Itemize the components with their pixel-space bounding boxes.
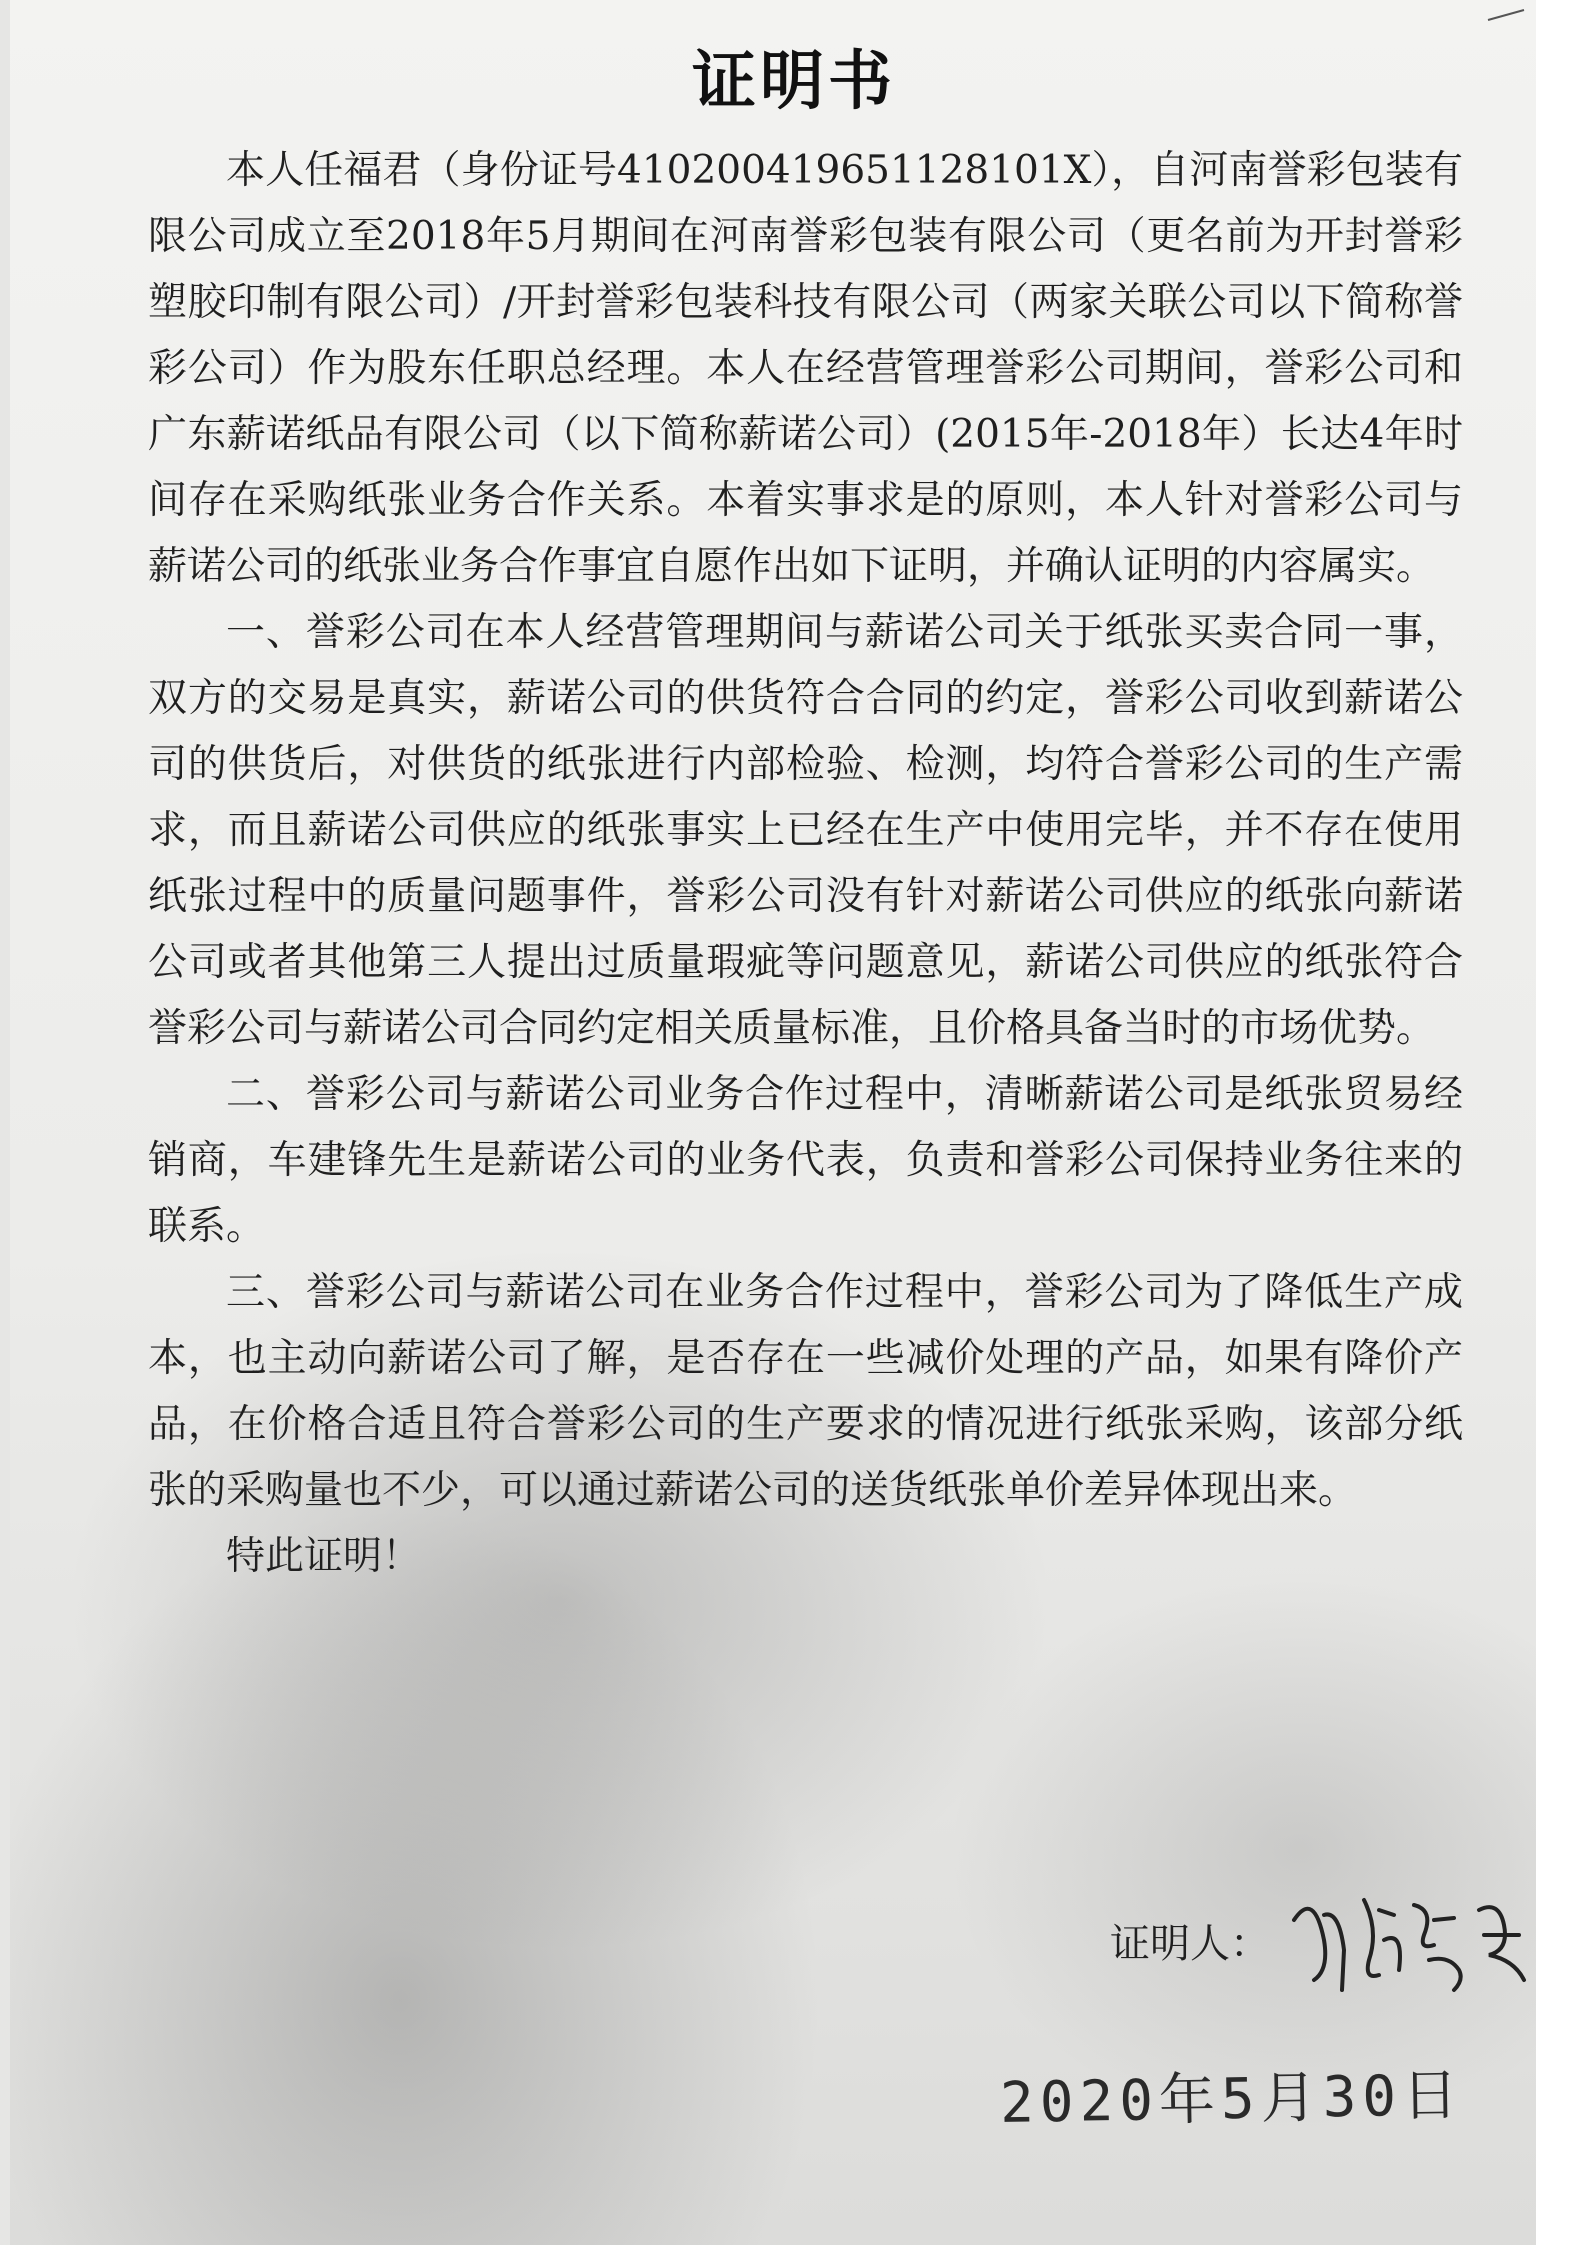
document-title: 证明书: [692, 44, 896, 119]
handwritten-date: 2020年5月30日: [999, 2062, 1465, 2137]
clause-one-paragraph: 一、誉彩公司在本人经营管理期间与薪诺公司关于纸张买卖合同一事，双方的交易是真实，薪诺公司的供货符合合同的约定，誉彩公司收到薪诺公司的供货后，对供货的纸张进行内部检验、检测，均符合誉彩公司的生产需求，而且薪诺公司供应的纸张事实上已经在生产中使用完毕，并不存在使用纸张过程中的质量问题事件，誉彩公司没有针对薪诺公司供应的纸张向薪诺公司或者其他第三人提出过质量瑕疵等问题意见，薪诺公司供应的纸张符合誉彩公司与薪诺公司合同约定相关质量标准，且价格具备当时的市场优势。: [148, 610, 1463, 1051]
signer-block: [1110, 1880, 1544, 2000]
pen-mark-icon: [1486, 8, 1526, 22]
intro-paragraph: 本人任福君（身份证号410200419651128101X），自河南誉彩包装有限公司成立至2018年5月期间在河南誉彩包装有限公司（更名前为开封誉彩塑胶印制有限公司）/开封誉彩包装科技有限公司（两家关联公司以下简称誉彩公司）作为股东任职总经理。本人在经营管理誉彩公司期间，誉彩公司和广东薪诺纸品有限公司（以下简称薪诺公司）(2015年-2018年）长达4年时间存在采购纸张业务合作关系。本着实事求是的原则，本人针对誉彩公司与薪诺公司的纸张业务合作事宜自愿作出如下证明，并确认证明的内容属实。: [148, 148, 1463, 589]
clause-three-paragraph: 三、誉彩公司与薪诺公司在业务合作过程中，誉彩公司为了降低生产成本，也主动向薪诺公司了解，是否存在一些减价处理的产品，如果有降价产品，在价格合适且符合誉彩公司的生产要求的情况进行纸张采购，该部分纸张的采购量也不少，可以通过薪诺公司的送货纸张单价差异体现出来。: [148, 1270, 1463, 1513]
clause-two-paragraph: 二、誉彩公司与薪诺公司业务合作过程中，清晰薪诺公司是纸张贸易经销商，车建锋先生是薪诺公司的业务代表，负责和誉彩公司保持业务往来的联系。: [148, 1072, 1463, 1249]
closing-statement: 特此证明！: [226, 1534, 422, 1579]
scan-left-edge: [0, 0, 10, 2245]
document-body: [148, 138, 1463, 1590]
handwritten-signature: [1284, 1880, 1544, 2000]
signer-label: 证明人：: [1110, 1920, 1270, 1967]
